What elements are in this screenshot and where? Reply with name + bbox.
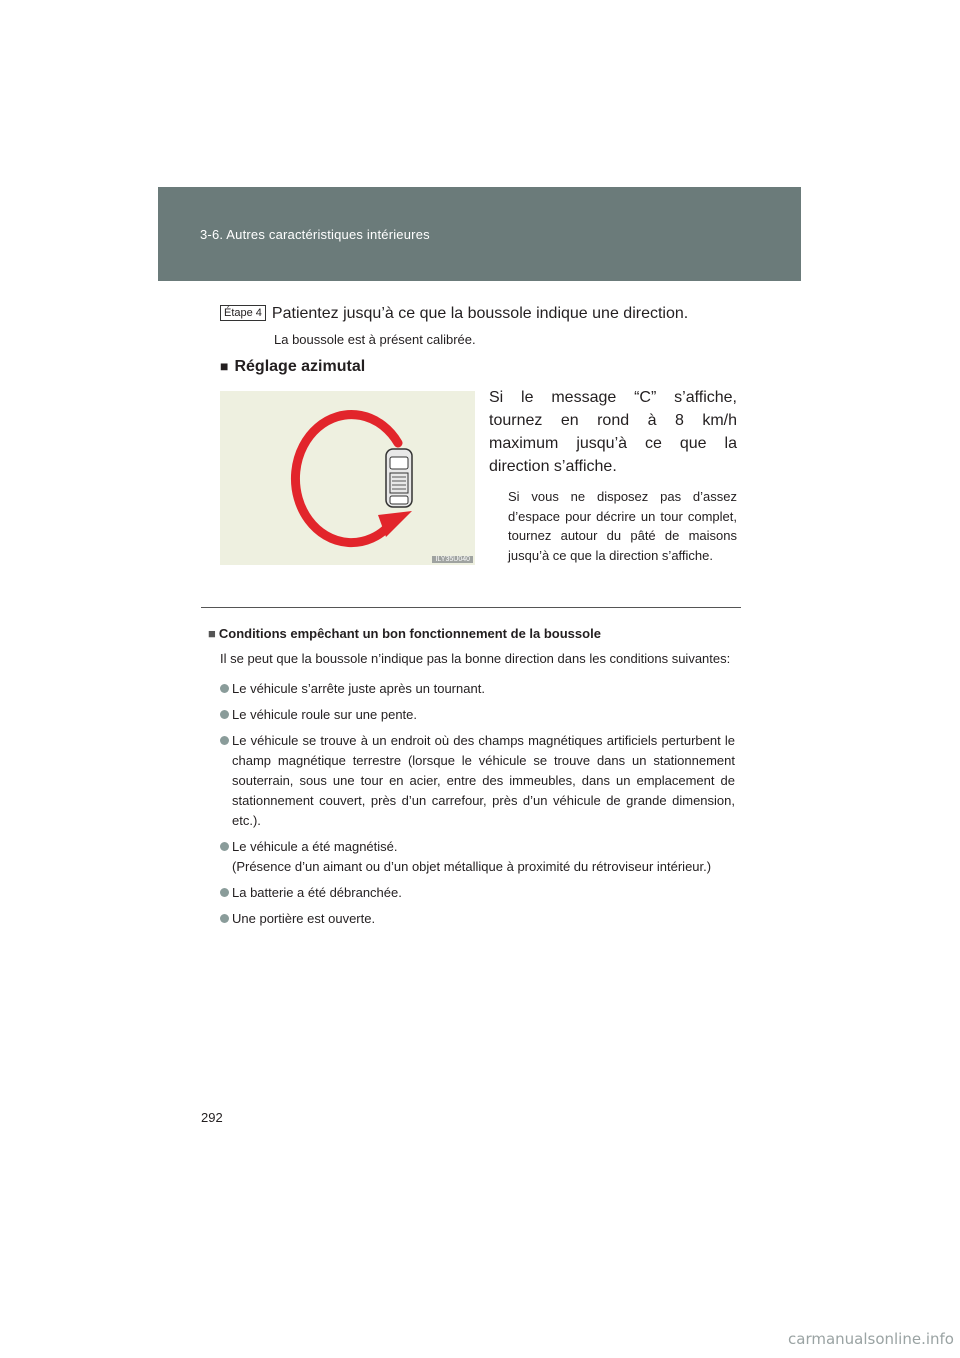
watermark: carmanualsonline.info	[788, 1330, 954, 1348]
step-subtext: La boussole est à présent calibrée.	[274, 332, 476, 347]
azimuth-heading-text: Réglage azimutal	[234, 358, 366, 375]
conditions-intro: Il se peut que la boussole n’indique pas la bonne direction dans les conditions suivantes:	[220, 651, 731, 666]
bullet-dot-icon	[220, 914, 229, 923]
bullet-dot-icon	[220, 710, 229, 719]
azimuth-note: Si vous ne disposez pas d’assez d’espace pour décrire un tour complet, tournez autour du pâté de maisons jusqu’à ce que la direction s’affiche.	[508, 489, 737, 563]
list-item: Une portière est ouverte.	[208, 909, 735, 929]
azimuth-instruction: Si le message “C” s’affiche, tournez en rond à 8 km/h maximum jusqu’à ce que la direction s’affiche.	[489, 389, 737, 475]
divider	[201, 607, 741, 608]
step-text: Patientez jusqu’à ce que la boussole indique une direction.	[271, 305, 689, 322]
bullet-dot-icon	[220, 736, 229, 745]
bullet-dot-icon	[220, 888, 229, 897]
conditions-heading	[208, 626, 735, 641]
square-bullet-icon: ■	[208, 626, 216, 641]
azimuth-heading	[220, 358, 365, 376]
list-item: Le véhicule se trouve à un endroit où des champs magnétiques artificiels perturbent le champ magnétique terrestre (lorsque le véhicule se trouve dans un stationnement souterrain, sous une tour en acier, entre des immeubles, dans un emplacement de stationnement couvert, près d’un carrefour, près d’un véhicule de grande dimension, etc.).	[208, 731, 735, 831]
list-item: La batterie a été débranchée.	[208, 883, 735, 903]
circular-arrow-icon	[220, 391, 475, 565]
bullet-dot-icon	[220, 684, 229, 693]
page-number: 292	[201, 1110, 223, 1125]
bullet-dot-icon	[220, 842, 229, 851]
circle-driving-illustration	[220, 391, 475, 565]
list-item: Le véhicule s’arrête juste après un tournant.	[208, 679, 735, 699]
list-item: Le véhicule roule sur une pente.	[208, 705, 735, 725]
list-item: Le véhicule a été magnétisé. (Présence d’un aimant ou d’un objet métallique à proximité du rétroviseur intérieur.)	[208, 837, 735, 877]
car-top-view-icon	[386, 449, 412, 507]
image-code: ILY35U040	[432, 556, 473, 563]
section-title: 3-6. Autres caractéristiques intérieures	[200, 227, 430, 242]
conditions-section	[208, 626, 735, 935]
section-header-band	[158, 187, 801, 281]
step-4	[220, 305, 688, 323]
square-bullet-icon: ■	[220, 358, 229, 374]
step-badge: Étape 4	[220, 305, 266, 321]
conditions-heading-text: Conditions empêchant un bon fonctionnement de la boussole	[218, 626, 601, 641]
